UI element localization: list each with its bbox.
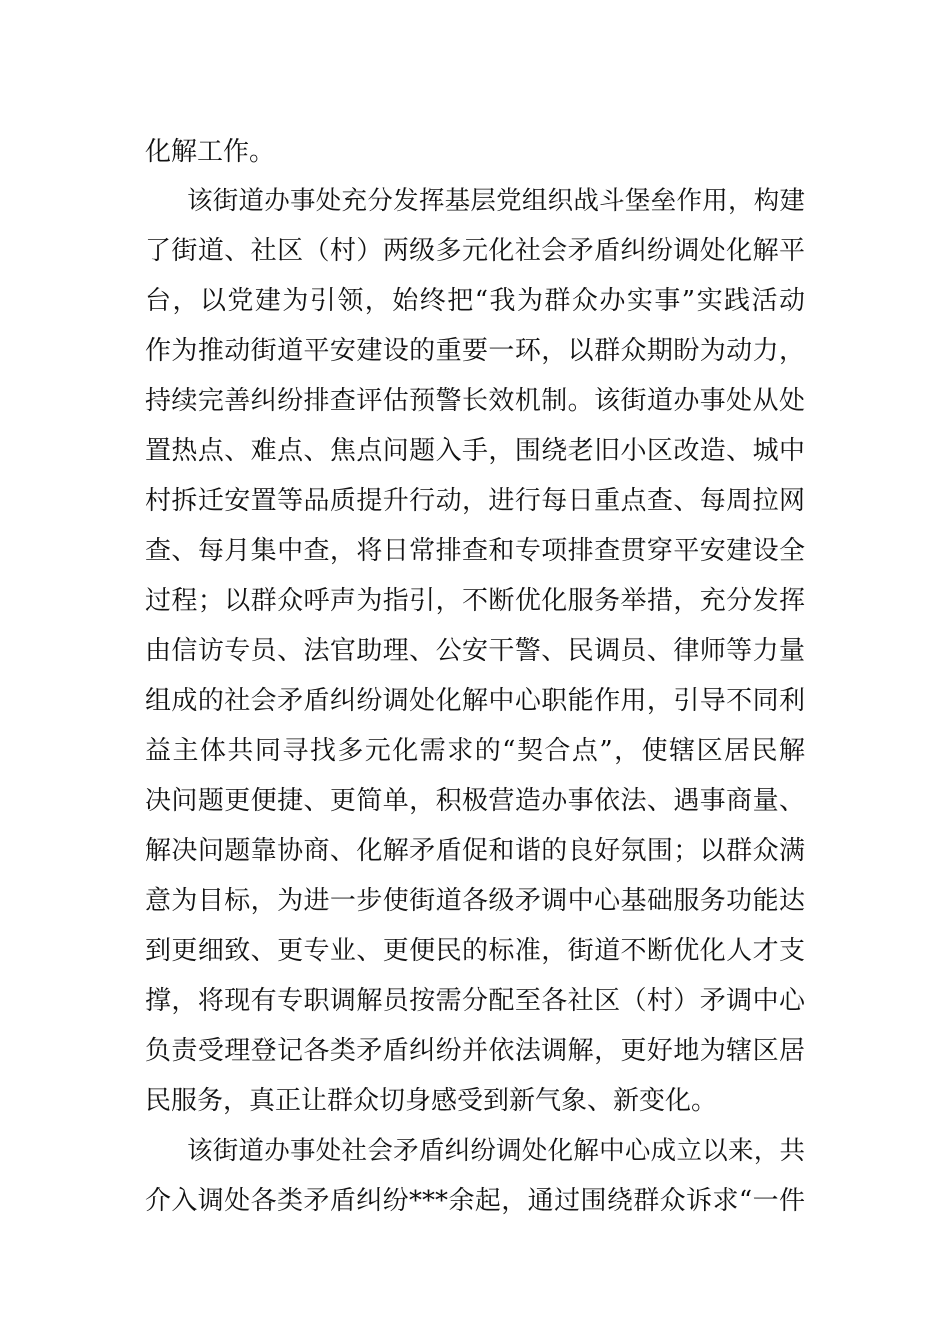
text-line-22: 介入调处各类矛盾纠纷***余起，通过围绕群众诉求“一件 (145, 1186, 805, 1216)
text-line-2: 该街道办事处充分发挥基层党组织战斗堡垒作用，构建 (187, 186, 805, 216)
text-line-19: 负责受理登记各类矛盾纠纷并依法调解，更好地为辖区居 (145, 1036, 805, 1066)
text-line-17: 到更细致、更专业、更便民的标准，街道不断优化人才支 (145, 936, 805, 966)
text-line-11: 由信访专员、法官助理、公安干警、民调员、律师等力量 (145, 636, 805, 666)
text-line-3: 了街道、社区（村）两级多元化社会矛盾纠纷调处化解平 (145, 236, 805, 266)
text-line-6: 持续完善纠纷排查评估预警长效机制。该街道办事处从处 (145, 386, 805, 416)
text-line-10: 过程；以群众呼声为指引，不断优化服务举措，充分发挥 (145, 586, 805, 616)
text-line-5: 作为推动街道平安建设的重要一环，以群众期盼为动力， (145, 336, 805, 366)
text-line-18: 撑，将现有专职调解员按需分配至各社区（村）矛调中心 (145, 986, 805, 1016)
text-line-1: 化解工作。 (145, 137, 276, 167)
text-line-8: 村拆迁安置等品质提升行动，进行每日重点查、每周拉网 (145, 486, 805, 516)
text-line-15: 解决问题靠协商、化解矛盾促和谐的良好氛围；以群众满 (145, 836, 805, 866)
text-line-14: 决问题更便捷、更简单，积极营造办事依法、遇事商量、 (145, 786, 805, 816)
text-line-20: 民服务，真正让群众切身感受到新气象、新变化。 (145, 1086, 718, 1116)
text-line-9: 查、每月集中查，将日常排查和专项排查贯穿平安建设全 (145, 536, 805, 566)
text-line-16: 意为目标，为进一步使街道各级矛调中心基础服务功能达 (145, 886, 805, 916)
text-line-12: 组成的社会矛盾纠纷调处化解中心职能作用，引导不同利 (145, 686, 805, 716)
text-line-13: 益主体共同寻找多元化需求的“契合点”，使辖区居民解 (145, 736, 805, 766)
text-line-7: 置热点、难点、焦点问题入手，围绕老旧小区改造、城中 (145, 436, 805, 466)
text-line-21: 该街道办事处社会矛盾纠纷调处化解中心成立以来，共 (187, 1136, 805, 1166)
text-line-4: 台，以党建为引领，始终把“我为群众办实事”实践活动 (145, 286, 805, 316)
